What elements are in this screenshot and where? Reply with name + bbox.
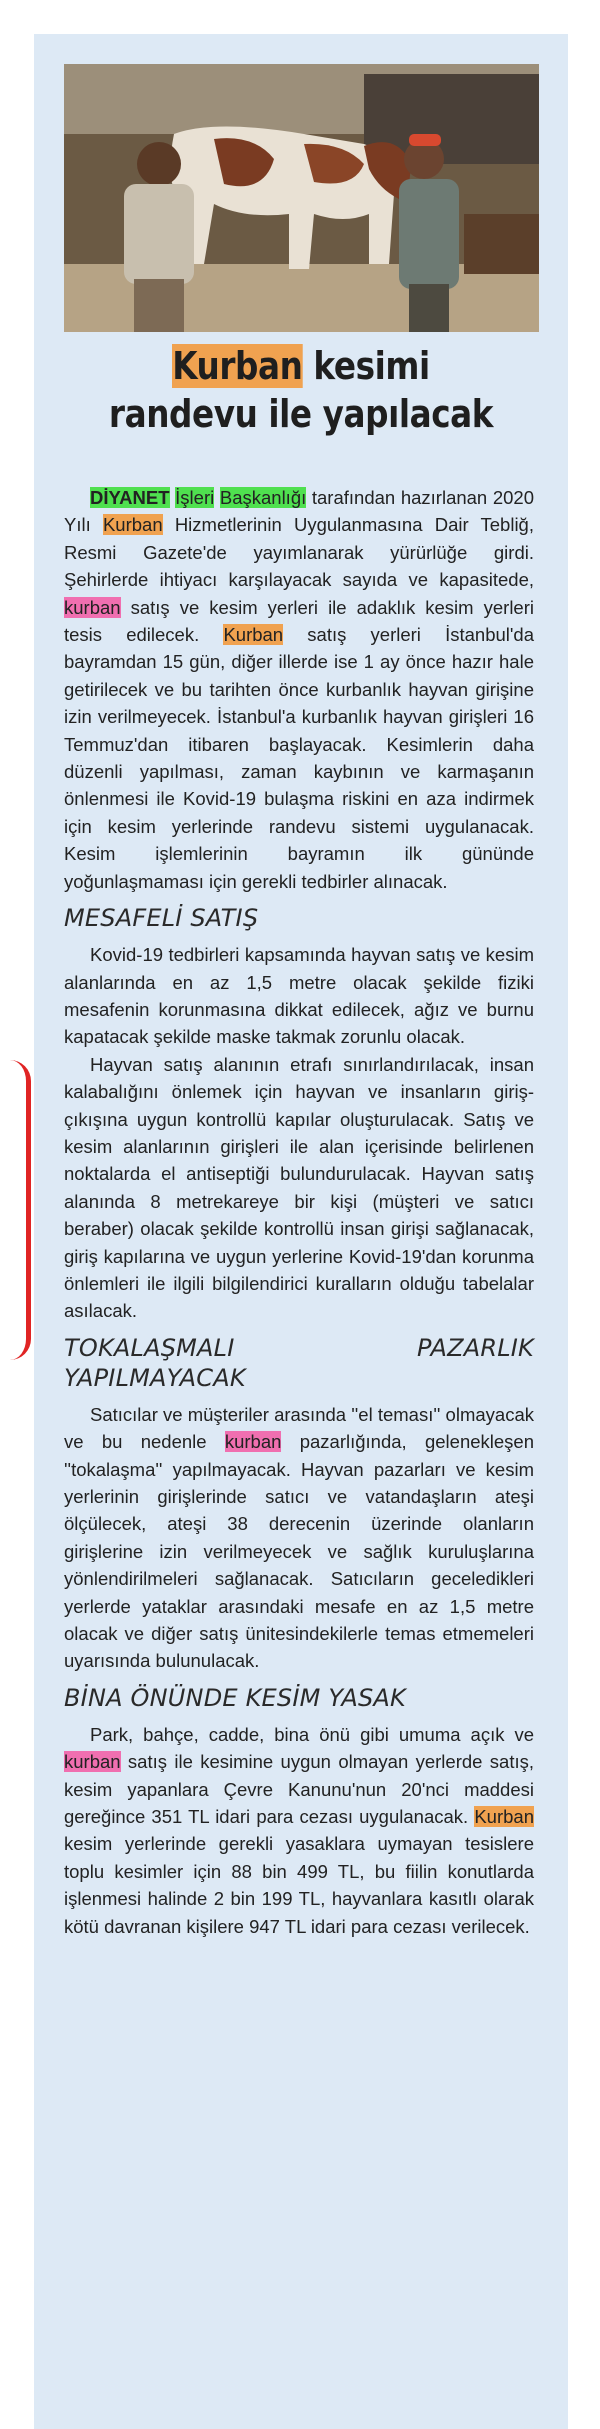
section1-paragraph-1: Kovid-19 tedbirleri kapsamında hayvan satış ve kesim alanlarında en az 1,5 metre olacak şekilde fiziki mesafenin korunmasına dikkat edilecek, ağız ve burnu kapatacak şekilde maske takmak zorunlu olacak.	[64, 944, 534, 1048]
text-run: kesim yerlerinde gerekli yasaklara uymayan tesislere toplu kesimler için 88 bin 499 TL, bu fiilin konutlarda işlenmesi halinde 2 bin 199 TL, hayvanlara kasıtlı olarak kötü davranan kişilere 947 TL idari para cezası verilecek.	[64, 1833, 534, 1937]
section-heading: BİNA ÖNÜNDE KESİM YASAK	[64, 1683, 406, 1712]
section1-paragraph-2	[64, 1051, 534, 1325]
headline	[71, 342, 530, 438]
text-run: Hayvan satış alanında 8 metrekareye bir kişi (müşteri ve satıcı beraber) olacak şekilde kontrollü insan girişi sağlanacak, giriş kapılarına ve uygun yerlerine Kovid-19'dan korunma önlemleri ile ilgili bilgilendirici kuralların olduğu tabelalar asılacak.	[64, 1163, 535, 1322]
keyword-highlight: kurban	[64, 1751, 121, 1773]
section-heading: MESAFELİ SATIŞ	[64, 904, 259, 933]
org-highlight: Başkanlığı	[219, 487, 307, 508]
org-highlight: DİYANET	[90, 487, 170, 508]
keyword-highlight: kurban	[224, 1431, 282, 1453]
text-run: Park, bahçe, cadde, bina önü gibi umuma açık ve	[90, 1723, 534, 1745]
text-run: satış ve kesim yerleri ile adaklık kesim yerleri tesis edilecek.	[64, 596, 534, 646]
keyword-highlight: Kurban	[102, 514, 163, 536]
headline-line-1-rest: kesimi	[302, 344, 430, 388]
article-column	[34, 34, 568, 2429]
headline-line-2: randevu ile yapılacak	[108, 392, 494, 436]
org-highlight: İşleri	[175, 487, 215, 508]
section-heading: TOKALAŞMALI PAZARLIK YAPILMAYACAK	[64, 1333, 534, 1392]
section2-paragraph-1	[64, 1401, 534, 1675]
text-run: Kesimlerin daha düzenli yapılması, zaman kaybının ve karmaşanın önlenmesi ile Kovid-19 bulaşma riskini en aza indirmek için kesim yerlerinde randevu sistemi uygulanacak. Kesim işlemlerinin bayramın ilk gününde yoğunlaşmaması için gerekli tedbirler alınacak.	[64, 733, 534, 892]
text-run: tarafından hazırlanan 2020 Yılı	[64, 487, 535, 536]
cattle-market-image	[64, 64, 539, 332]
article-body	[64, 484, 534, 1940]
text-run: Hizmetlerinin Uygulanmasına Dair Tebliğ, Resmi Gazete'de yayımlanarak yürürlüğe girdi. Şehirlerde ihtiyacı karşılayacak sayıda ve kapasitede,	[64, 514, 534, 591]
text-run: satış yerleri İstanbul'da bayramdan 15 gün, diğer illerde ise 1 ay önce hazır hale getirilecek ve bu tarihten önce kurbanlık hayvan girişine izin verilmeyecek. İstanbul'a kurbanlık hayvan girişleri 16 Temmuz'dan itibaren başlayacak.	[64, 624, 534, 755]
section3-paragraph-1	[64, 1721, 534, 1940]
keyword-highlight: Kurban	[474, 1806, 534, 1828]
text-run: Hayvan satış alanının etrafı sınırlandırılacak, insan kalabalığını önlemek için hayvan ve insanların giriş-çıkışına uygun kontrollü kapılar oluşturulacak. Satış ve kesim alanlarının girişleri ile alan içerisinde belirlenen noktalarda el antiseptiği bulundurulacak.	[64, 1053, 534, 1185]
intro-paragraph-1	[64, 484, 534, 895]
keyword-highlight: kurban	[64, 596, 121, 618]
margin-mark	[10, 1060, 31, 1360]
headline-keyword: Kurban	[172, 344, 303, 388]
article-photo	[64, 64, 539, 332]
headline-line-1	[71, 342, 530, 390]
keyword-highlight: Kurban	[223, 624, 284, 646]
text-run: satış ile kesimine uygun olmayan yerlerde satış, kesim yapanlara Çevre Kanunu'nun 20'nci maddesi gereğince 351 TL idari para cezası uygulanacak.	[64, 1751, 534, 1828]
text-run: Satıcılar ve müşteriler arasında ''el teması'' olmayacak ve bu nedenle	[64, 1403, 534, 1453]
text-run: pazarlığında, gelenekleşen ''tokalaşma'' yapılmayacak. Hayvan pazarları ve kesim yerlerinin girişlerinde satıcı ve vatandaşların ateşi ölçülecek, ateşi 38 derecenin üzerinde olanların girişlerine izin verilmeyecek ve sağlık kuruluşlarına yönlendirilmeleri sağlanacak. Satıcıların geceledikleri yerlerde yataklar arasındaki mesafe en az 1,5 metre olacak ve diğer satış ünitesindekilerle temas etmemeleri uyarısında bulunulacak.	[64, 1431, 534, 1672]
